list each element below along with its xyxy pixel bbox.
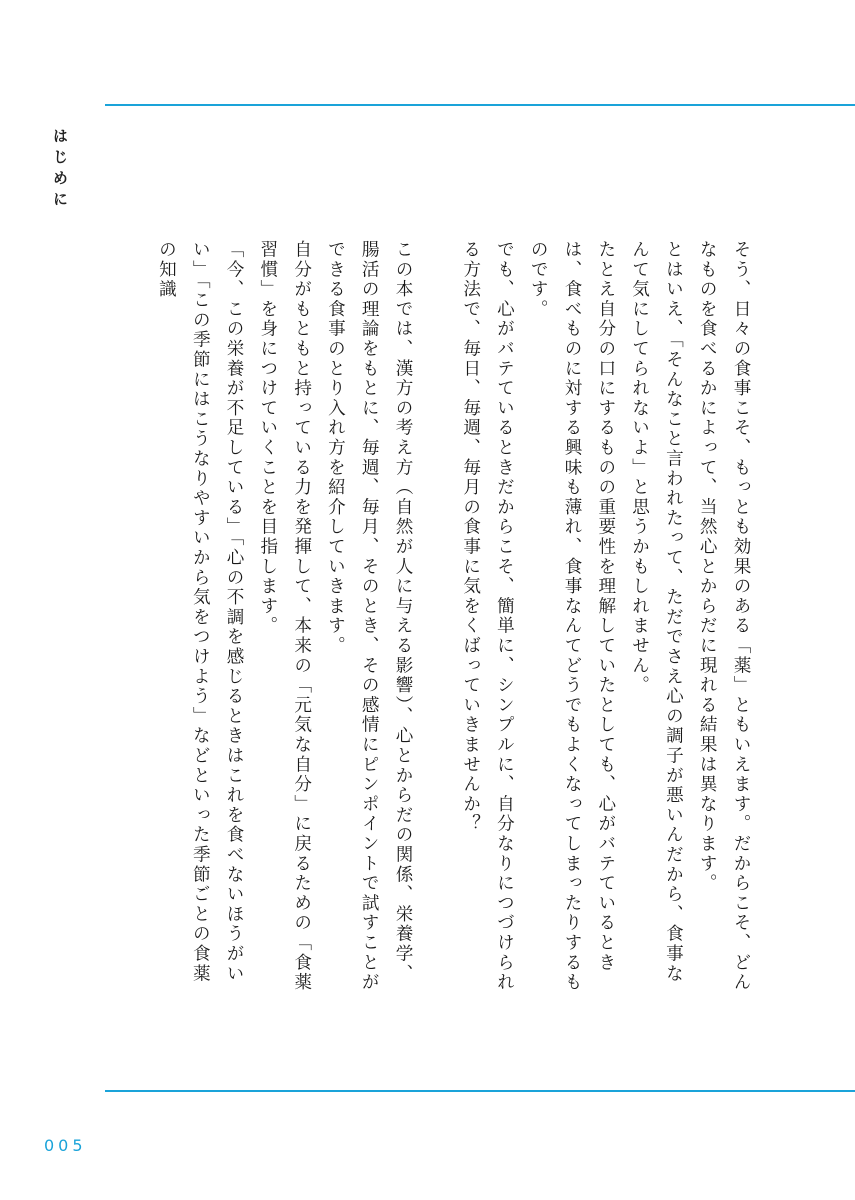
section-title: はじめに [51, 128, 69, 212]
paragraph: そう、日々の食事こそ、もっとも効果のある「薬」ともいえます。だからこそ、どんなものを食べるかによって、当然心とからだに現れる結果は異なります。 [697, 240, 751, 993]
paragraph: 自分がもともと持っている力を発揮して、本来の「元気な自分」に戻るための「食薬習慣」を身につけていくことを目指します。 [257, 240, 312, 993]
page-number: 005 [44, 1136, 87, 1155]
paragraph-break [419, 240, 453, 1000]
paragraph: とはいえ、「そんなこと言われたって、ただでさえ心の調子が悪いんだから、食事なんて気にしてられないよ」と思うかもしれません。 [629, 240, 684, 984]
header-rule [105, 104, 855, 106]
paragraph: でも、心がバテているときだからこそ、簡単に、シンプルに、自分なりにつづけられる方法で、毎日、毎週、毎月の食事に気をくばっていきませんか？ [460, 240, 515, 993]
body-text [149, 240, 757, 1000]
footer-rule [105, 1090, 855, 1092]
paragraph: たとえ自分の口にするものの重要性を理解していたとしても、心がバテているときは、食べものに対する興味も薄れ、食事なんてどうでもよくなってしまったりするものです。 [528, 240, 616, 993]
paragraph: この本では、漢方の考え方（自然が人に与える影響）、心とからだの関係、栄養学、腸活の理論をもとに、毎週、毎月、そのとき、その感情にピンポイントで試すことができる食事のとり入れ方を紹介していきます。 [325, 240, 414, 993]
paragraph: 「今、この栄養が不足している」「心の不調を感じるときはこれを食べないほうがいい」「この季節にはこうなりやすいから気をつけよう」などといった季節ごとの食薬の知識 [156, 240, 245, 984]
